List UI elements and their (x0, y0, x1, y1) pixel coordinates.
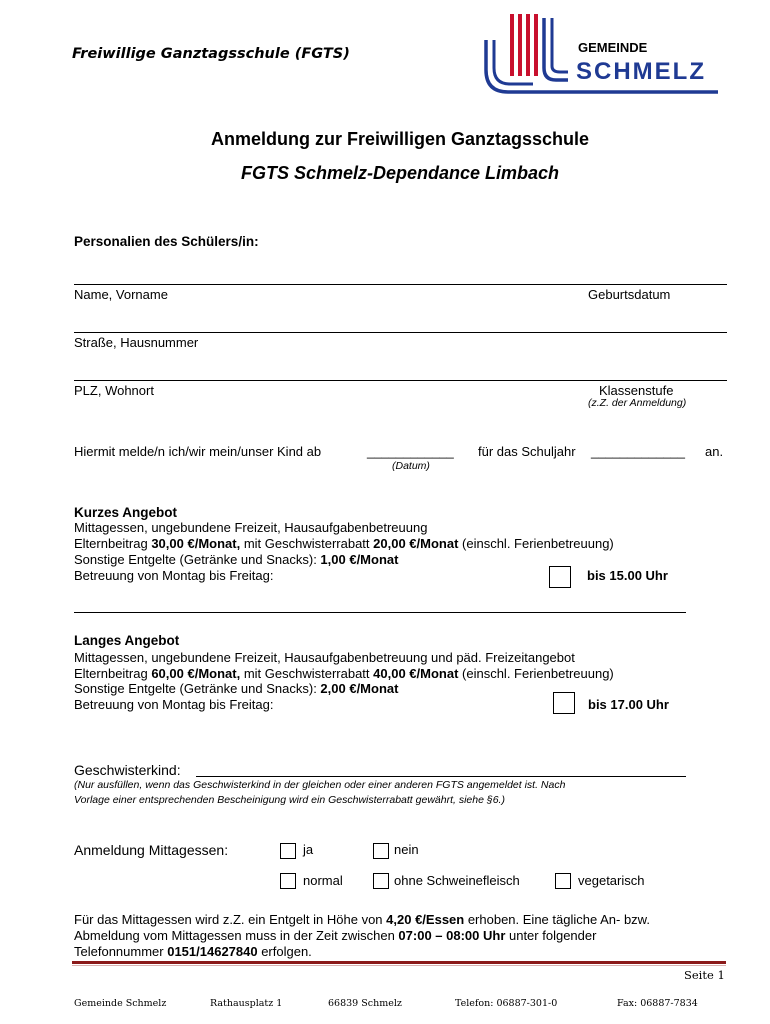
class-note: (z.Z. der Anmeldung) (588, 397, 687, 409)
logo-graphic (478, 10, 723, 100)
document-subtitle: FGTS Schmelz-Dependance Limbach (240, 163, 560, 183)
footer-city: 66839 Schmelz (328, 998, 402, 1009)
short-offer-fee: Elternbeitrag 30,00 €/Monat, mit Geschwisterrabatt 20,00 €/Monat (einschl. Ferienbetreuung) (74, 536, 614, 551)
sibling-note-line2: Vorlage einer entsprechenden Bescheinigung wird ein Geschwisterrabatt gewährt, siehe §6.) (74, 794, 505, 806)
register-end-text: an. (705, 444, 724, 459)
date-note: (Datum) (392, 460, 430, 472)
street-field-line[interactable] (74, 332, 727, 333)
long-offer-heading: Langes Angebot (74, 633, 180, 648)
long-offer-checkbox[interactable] (553, 692, 575, 714)
school-year-text: für das Schuljahr (478, 444, 576, 459)
logo-line1: GEMEINDE (578, 40, 648, 55)
short-offer-until: bis 15.00 Uhr (587, 568, 668, 583)
lunch-nopork-checkbox[interactable] (373, 873, 389, 889)
divider (74, 612, 686, 613)
lunch-yes-label: ja (303, 842, 314, 857)
lunch-veg-label: vegetarisch (578, 873, 645, 888)
long-offer-until: bis 17.00 Uhr (588, 697, 669, 712)
class-label: Klassenstufe (599, 383, 674, 398)
register-text: Hiermit melde/n ich/wir mein/unser Kind ab (74, 444, 322, 459)
name-label: Name, Vorname (74, 287, 168, 302)
footer-rule-shadow (72, 965, 726, 966)
page-number: Seite 1 (684, 968, 725, 982)
lunch-label: Anmeldung Mittagessen: (74, 842, 229, 858)
footer-rule (72, 961, 726, 964)
sibling-field-line[interactable] (196, 776, 686, 777)
fee-info-line3: Telefonnummer 0151/14627840 erfolgen. (74, 944, 312, 959)
long-offer-care: Betreuung von Montag bis Freitag: (74, 697, 274, 712)
long-offer-description: Mittagessen, ungebundene Freizeit, Hausaufgabenbetreuung und päd. Freizeitangebot (74, 650, 575, 665)
lunch-nopork-label: ohne Schweinefleisch (394, 873, 520, 888)
logo-line2: SCHMELZ (576, 58, 706, 85)
long-offer-other-fees: Sonstige Entgelte (Getränke und Snacks): 2,00 €/Monat (74, 681, 399, 696)
footer-phone: Telefon: 06887-301-0 (455, 998, 558, 1009)
sibling-label: Geschwisterkind: (74, 762, 181, 778)
sibling-note-line1: (Nur ausfüllen, wenn das Geschwisterkind in der gleichen oder einer anderen FGTS angemeldet ist. Nach (74, 779, 566, 791)
street-label: Straße, Hausnummer (74, 335, 199, 350)
short-offer-care: Betreuung von Montag bis Freitag: (74, 568, 274, 583)
long-offer-fee: Elternbeitrag 60,00 €/Monat, mit Geschwisterrabatt 40,00 €/Monat (einschl. Ferienbetreuung) (74, 666, 614, 681)
short-offer-other-fees: Sonstige Entgelte (Getränke und Snacks): 1,00 €/Monat (74, 552, 399, 567)
lunch-no-label: nein (394, 842, 419, 857)
fee-info-line2: Abmeldung vom Mittagessen muss in der Zeit zwischen 07:00 – 08:00 Uhr unter folgender (74, 928, 597, 943)
document-title: Anmeldung zur Freiwilligen Ganztagsschule (210, 129, 590, 149)
city-field-line[interactable] (74, 380, 727, 381)
short-offer-checkbox[interactable] (549, 566, 571, 588)
personal-heading: Personalien des Schülers/in: (74, 234, 259, 249)
lunch-normal-label: normal (303, 873, 343, 888)
lunch-veg-checkbox[interactable] (555, 873, 571, 889)
lunch-normal-checkbox[interactable] (280, 873, 296, 889)
fee-info-line1: Für das Mittagessen wird z.Z. ein Entgelt in Höhe von 4,20 €/Essen erhoben. Eine tägliche An- bzw. (74, 912, 650, 927)
birthdate-label: Geburtsdatum (588, 287, 671, 302)
footer-street: Rathausplatz 1 (210, 998, 283, 1009)
lunch-no-checkbox[interactable] (373, 843, 389, 859)
short-offer-heading: Kurzes Angebot (74, 505, 178, 520)
footer-fax: Fax: 06887-7834 (617, 998, 698, 1009)
name-field-line[interactable] (74, 284, 727, 285)
gemeinde-schmelz-logo (478, 10, 723, 100)
footer-org: Gemeinde Schmelz (74, 998, 167, 1009)
start-date-blank[interactable]: ____________ (367, 444, 454, 459)
lunch-yes-checkbox[interactable] (280, 843, 296, 859)
school-year-blank[interactable]: _____________ (591, 444, 685, 459)
header-title: Freiwillige Ganztagsschule (FGTS) (72, 46, 350, 62)
short-offer-description: Mittagessen, ungebundene Freizeit, Hausaufgabenbetreuung (74, 520, 428, 535)
city-label: PLZ, Wohnort (74, 383, 154, 398)
